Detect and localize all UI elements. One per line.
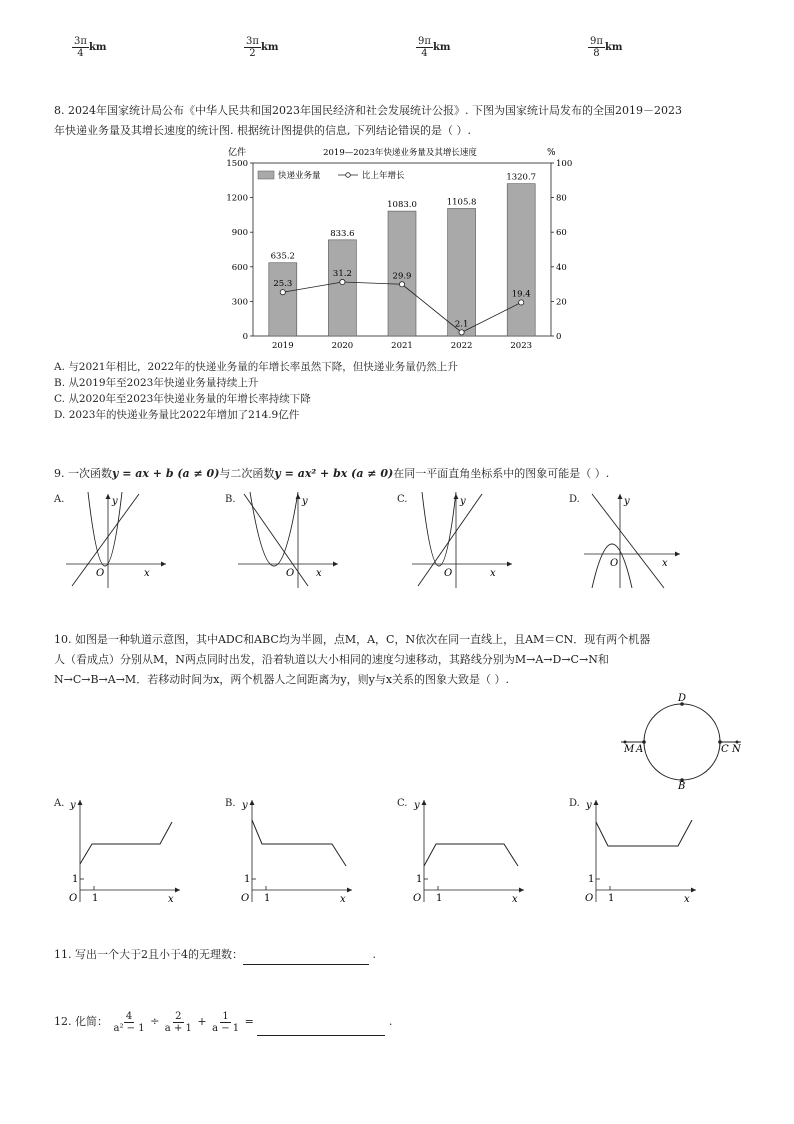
track-circle	[644, 704, 720, 780]
growth-point-2019	[280, 290, 285, 295]
x-label: x	[512, 894, 518, 905]
q10-line3: N→C→B→A→M．若移动时间为x，两个机器人之间距离为y，则y与x关系的图象大致是（ ）.	[54, 673, 510, 686]
q12-f2-num: 2	[175, 1010, 182, 1022]
q7-d-unit: km	[604, 42, 623, 53]
origin-label: O	[96, 568, 105, 579]
q9-linear-formula: y = ax + b (a ≠ 0)	[112, 467, 220, 480]
q7-b-den: 2	[249, 48, 256, 59]
q9-label-c: C.	[397, 494, 408, 505]
q9-graph-a	[64, 490, 174, 590]
curve	[596, 820, 692, 846]
growth-label-2020: 31.2	[332, 269, 352, 280]
right-tick-label: 60	[556, 228, 567, 239]
y-label: y	[624, 496, 630, 507]
q12-frac-1	[112, 1011, 147, 1034]
x-arrow	[161, 562, 166, 567]
q9-stem	[54, 464, 754, 484]
left-tick-label: 600	[231, 262, 248, 273]
q10-graph-b	[236, 794, 356, 906]
bar-label-2021: 1083.0	[387, 200, 417, 211]
q12	[54, 1008, 392, 1036]
bar-2020	[328, 240, 356, 336]
q8-option-b: B. 从2019年至2023年快递业务量持续上升	[54, 377, 259, 389]
q9-mid: 与二次函数	[219, 467, 275, 480]
y-tick-label: 1	[416, 874, 423, 885]
y-arrow	[422, 800, 427, 805]
q7-d-den: 8	[593, 48, 600, 59]
y-arrow	[618, 494, 623, 499]
q12-op-plus: +	[197, 1015, 207, 1028]
parabola	[250, 492, 298, 566]
growth-point-2021	[399, 282, 404, 287]
y-label: y	[414, 800, 420, 811]
left-tick-label: 300	[231, 297, 248, 308]
y-arrow	[594, 800, 599, 805]
left-tick-label: 900	[231, 228, 248, 239]
category-2021: 2021	[391, 341, 413, 351]
bar-2023	[507, 184, 535, 336]
q7-a-num: 3π	[74, 36, 87, 47]
q9-graph-b	[236, 490, 346, 590]
q8-line1: 8. 2024年国家统计局公布《中华人民共和国2023年国民经济和社会发展统计公报》. 下图为国家统计局发布的全国2019－2023	[54, 104, 682, 117]
q9-graph-d	[582, 490, 692, 590]
q12-f3-den: a − 1	[212, 1022, 240, 1034]
x-arrow	[519, 888, 524, 893]
y-tick-label: 1	[72, 874, 79, 885]
q11	[54, 945, 376, 965]
x-arrow	[333, 562, 338, 567]
category-2019: 2019	[271, 341, 294, 351]
legend-line-marker	[346, 173, 351, 178]
q7-option-d	[588, 36, 622, 59]
origin-label: O	[610, 558, 619, 569]
q10-graph-a	[64, 794, 184, 906]
category-2023: 2023	[510, 341, 533, 351]
y-label: y	[112, 496, 118, 507]
q9-graph-c	[410, 490, 520, 590]
q12-f2-den: a + 1	[164, 1022, 192, 1034]
q11-text: 11. 写出一个大于2且小于4的无理数：	[54, 948, 243, 961]
q12-f1-den: a² − 1	[113, 1022, 145, 1034]
growth-point-2022	[459, 330, 464, 335]
x-arrow	[675, 552, 680, 557]
bar-2022	[448, 208, 476, 336]
q9-label-d: D.	[569, 494, 580, 505]
line	[72, 494, 139, 586]
y-arrow	[250, 800, 255, 805]
growth-label-2021: 29.9	[392, 271, 412, 282]
growth-label-2019: 25.3	[273, 279, 293, 290]
q12-f3-num: 1	[222, 1010, 229, 1022]
q9-quadratic-formula: y = ax² + bx (a ≠ 0)	[274, 467, 394, 480]
q12-prefix: 12. 化简：	[54, 1015, 108, 1028]
curve	[252, 820, 346, 866]
q9-prefix: 9. 一次函数	[54, 467, 112, 480]
q9-suffix: 在同一平面直角坐标系中的图象可能是（ ）.	[393, 467, 610, 480]
origin-label: O	[241, 893, 250, 904]
label-c: C	[721, 744, 729, 755]
chart-ylabel-left: 亿件	[228, 148, 247, 158]
q8-option-d: D. 2023年的快递业务量比2022年增加了214.9亿件	[54, 409, 300, 421]
legend-line-label: 比上年增长	[362, 171, 405, 181]
q7-c-den: 4	[421, 48, 428, 59]
q12-answer-blank[interactable]	[257, 1019, 385, 1036]
q8-stem	[54, 101, 754, 141]
x-label: x	[684, 894, 690, 905]
q7-a-unit: km	[88, 42, 107, 53]
growth-label-2023: 19.4	[511, 289, 531, 300]
q11-end: .	[372, 948, 376, 961]
label-n: N	[732, 744, 741, 755]
line	[592, 494, 664, 588]
q7-c-num: 9π	[418, 36, 431, 47]
category-2020: 2020	[331, 341, 354, 351]
q8-option-c: C. 从2020年至2023年快递业务量的年增长率持续下降	[54, 393, 311, 405]
q7-c-unit: km	[432, 42, 451, 53]
right-tick-label: 40	[556, 262, 567, 273]
q12-frac-2	[163, 1011, 194, 1034]
q10-label-c: C.	[397, 798, 408, 809]
x-tick-label: 1	[264, 893, 271, 904]
bar-label-2022: 1105.8	[446, 197, 477, 208]
origin-label: O	[286, 568, 295, 579]
x-arrow	[347, 888, 352, 893]
x-label: x	[168, 894, 174, 905]
x-arrow	[175, 888, 180, 893]
q10-graph-d	[580, 794, 700, 906]
origin-label: O	[444, 568, 453, 579]
label-m: M	[624, 744, 635, 755]
q7-option-a	[72, 36, 106, 59]
q8-options	[54, 359, 754, 423]
bar-2019	[269, 263, 297, 336]
bar-label-2020: 833.6	[330, 228, 355, 239]
q12-end: .	[388, 1015, 393, 1028]
y-label: y	[460, 496, 466, 507]
q10-graph-c	[408, 794, 528, 906]
q12-op-div: ÷	[150, 1015, 160, 1028]
label-d: D	[678, 693, 687, 704]
q8-option-a: A. 与2021年相比，2022年的快递业务量的年增长率虽然下降，但快递业务量仍然上升	[54, 361, 458, 373]
q8-line2: 年快递业务量及其增长速度的统计图. 根据统计图提供的信息, 下列结论错误的是（ ）.	[54, 124, 471, 137]
curve	[424, 844, 518, 866]
q9-label-a: A.	[54, 494, 65, 505]
q10-label-a: A.	[54, 798, 65, 809]
q11-answer-blank[interactable]	[243, 950, 369, 965]
x-tick-label: 1	[608, 893, 615, 904]
left-tick-label: 1200	[226, 193, 248, 204]
y-label: y	[302, 496, 308, 507]
origin-label: O	[69, 893, 78, 904]
y-label: y	[586, 800, 592, 811]
q10-line1: 10. 如图是一种轨道示意图，其中ADC和ABC均为半圆，点M，A，C，N依次在同一直线上，且AM＝CN．现有两个机器	[54, 633, 651, 646]
q12-equals: =	[244, 1015, 254, 1028]
x-label: x	[662, 558, 668, 569]
bar-label-2019: 635.2	[270, 251, 295, 262]
chart-ylabel-right: %	[547, 148, 556, 158]
y-arrow	[106, 494, 111, 499]
q12-f1-num: 4	[125, 1010, 133, 1022]
q7-a-den: 4	[77, 48, 84, 59]
growth-label-2022: 2.1	[454, 319, 469, 330]
legend-bar-label: 快递业务量	[278, 171, 321, 181]
left-tick-label: 1500	[226, 159, 248, 169]
origin-label: O	[585, 893, 594, 904]
x-tick-label: 1	[92, 893, 99, 904]
right-tick-label: 80	[556, 193, 567, 204]
q7-b-unit: km	[260, 42, 279, 53]
parabola	[422, 492, 456, 566]
legend-bar-swatch	[258, 171, 274, 179]
q7-option-c	[416, 36, 450, 59]
growth-point-2020	[340, 279, 345, 284]
curve	[80, 822, 172, 864]
x-label: x	[144, 568, 150, 579]
q10-line2: 人（看成点）分别从M，N两点同时出发，沿着轨道以大小相同的速度匀速移动，其路线分别为M→A→D→C→N和	[54, 653, 609, 666]
q7-d-num: 9π	[590, 36, 603, 47]
x-arrow	[507, 562, 512, 567]
bar-label-2023: 1320.7	[506, 172, 537, 183]
x-label: x	[490, 568, 496, 579]
q7-b-num: 3π	[246, 36, 259, 47]
right-tick-label: 100	[556, 159, 573, 169]
x-arrow	[691, 888, 696, 893]
q10-label-b: B.	[225, 798, 236, 809]
y-tick-label: 1	[244, 874, 251, 885]
right-tick-label: 0	[556, 332, 562, 342]
left-tick-label: 0	[242, 332, 248, 342]
y-tick-label: 1	[588, 874, 595, 885]
q12-frac-3	[210, 1011, 241, 1034]
x-label: x	[316, 568, 322, 579]
q7-option-b	[244, 36, 278, 59]
express-chart	[220, 142, 580, 354]
track-diagram	[616, 690, 746, 790]
x-tick-label: 1	[436, 893, 443, 904]
label-b: B	[678, 781, 686, 790]
right-tick-label: 20	[556, 297, 567, 308]
chart-title: 2019—2023年快递业务量及其增长速度	[323, 148, 477, 158]
category-2022: 2022	[450, 341, 473, 351]
origin-label: O	[413, 893, 422, 904]
label-a: A	[636, 744, 644, 755]
q10-stem	[54, 630, 754, 690]
y-arrow	[78, 800, 83, 805]
y-label: y	[242, 800, 248, 811]
x-label: x	[340, 894, 346, 905]
q9-label-b: B.	[225, 494, 236, 505]
growth-point-2023	[519, 300, 524, 305]
y-label: y	[70, 800, 76, 811]
q10-label-d: D.	[569, 798, 580, 809]
